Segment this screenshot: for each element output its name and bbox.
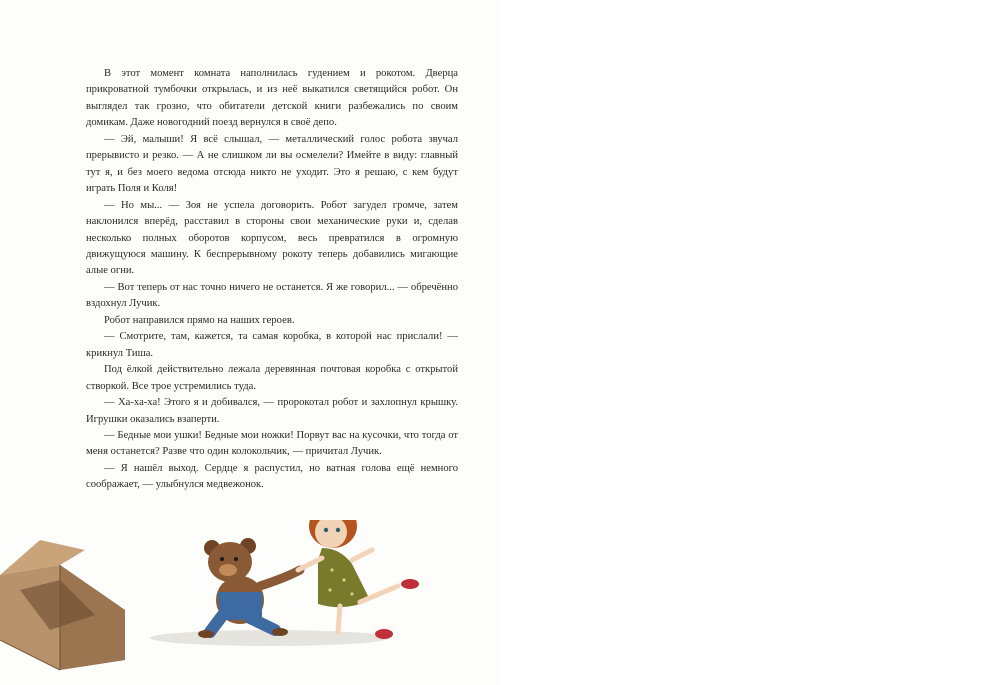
left-illustration <box>0 520 500 685</box>
paragraph: — Бедные мои ушки! Бедные мои ножки! Порвут вас на кусочки, что тогда от меня останется? Разве что один колокольчик, — причитал Лучик. <box>86 429 458 458</box>
paragraph: — Я нашёл выход. Сердце я распустил, но ватная голова ещё немного соображает, — улыбнулся медвежонок. <box>86 462 458 491</box>
paragraph: — Вот теперь от нас точно ничего не останется. Я же говорил... — обречённо вздохнул Лучик. <box>86 281 458 310</box>
paragraph: Под ёлкой действительно лежала деревянная почтовая коробка с открытой створкой. Все трое устремились туда. <box>86 364 458 392</box>
paragraph: — Ха-ха-ха! Этого я и добивался, — пророкотал робот и захлопнул крышку. Игрушки оказались взаперти. <box>86 397 458 425</box>
story-text <box>86 66 458 494</box>
bear-character <box>198 538 300 638</box>
paragraph: — Но мы... — Зоя не успела договорить. Робот загудел громче, затем наклонился вперёд, расставил в стороны свои механические руки и, сделав несколько полных оборотов корпусом, весь превратился в огромную движущуюся машину. К беспрерывному рокоту теперь добавились мигающие алые огни. <box>86 199 458 277</box>
paragraph: — Эй, малыши! Я всё слышал, — металлический голос робота звучал прерывисто и резко. — А не слишком ли вы осмелели? Имейте в виду: главный тут я, и без моего ведома отсюда никто не уходит. Это я решаю, с кем будут играть Поля и Коля! <box>86 133 458 195</box>
right-page <box>500 0 1000 685</box>
paragraph: В этот момент комната наполнилась гудением и рокотом. Дверца прикроватной тумбочки открылась, и из неё выкатился светящийся робот. Он выглядел так грозно, что обитатели детской книги разбежались по своим домикам. Даже новогодний поезд вернулся в своё депо. <box>86 68 458 129</box>
paragraph: Робот направился прямо на наших героев. <box>104 314 295 326</box>
paragraph: — Смотрите, там, кажется, та самая коробка, в которой нас прислали! — крикнул Тиша. <box>86 331 458 359</box>
girl-character <box>298 520 419 639</box>
wooden-box <box>0 540 125 670</box>
